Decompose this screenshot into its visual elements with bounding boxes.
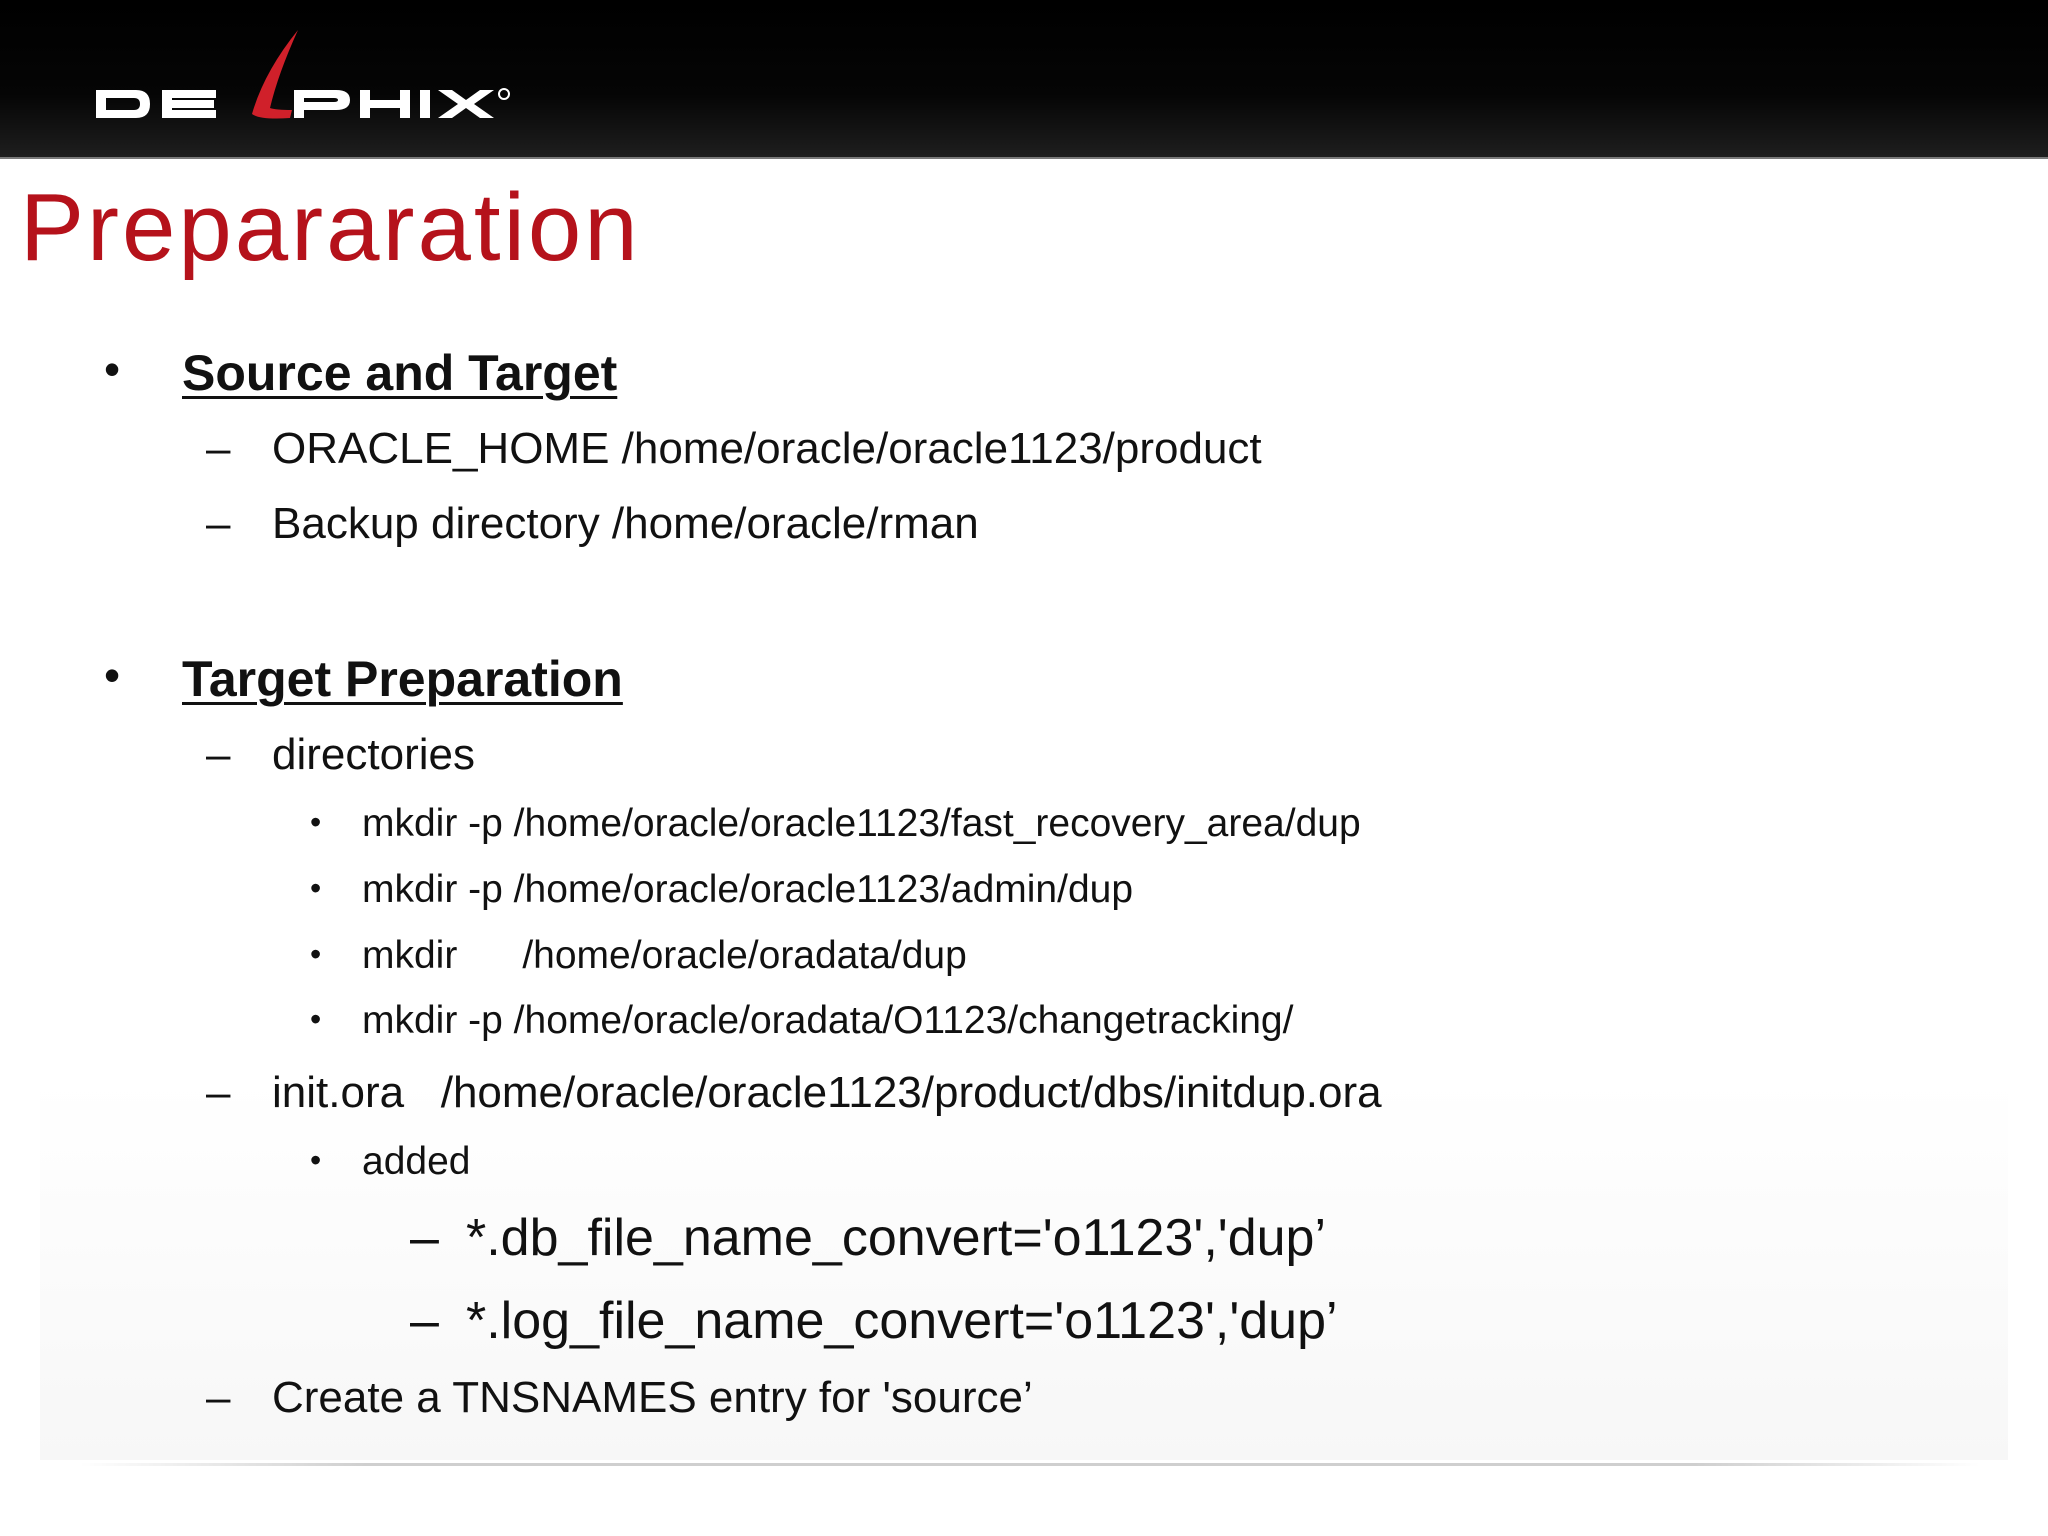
logo-graphic bbox=[92, 28, 522, 136]
list-subitem: mkdir -p /home/oracle/oracle1123/fast_recovery_area/dup bbox=[362, 802, 1361, 845]
bullet-marker: • bbox=[310, 936, 322, 972]
delphix-logo bbox=[92, 28, 522, 136]
section-heading-source-target: Source and Target bbox=[182, 345, 618, 401]
header-divider bbox=[0, 157, 2048, 159]
list-item: init.ora /home/oracle/oracle1123/product/dbs/initdup.ora bbox=[272, 1068, 1382, 1117]
slide-title: Prepararation bbox=[20, 174, 641, 281]
list-subitem: mkdir -p /home/oracle/oracle1123/admin/dup bbox=[362, 868, 1134, 911]
list-item: Backup directory /home/oracle/rman bbox=[272, 499, 979, 548]
list-subitem: mkdir -p /home/oracle/oradata/O1123/changetracking/ bbox=[362, 999, 1294, 1042]
dash-marker: – bbox=[206, 1373, 231, 1422]
footer-divider bbox=[80, 1463, 1980, 1466]
dash-marker: – bbox=[206, 730, 231, 779]
bullet-marker: • bbox=[310, 1142, 322, 1178]
dash-marker: – bbox=[410, 1209, 439, 1267]
list-item: ORACLE_HOME /home/oracle/oracle1123/product bbox=[272, 424, 1262, 473]
list-subsubitem: *.log_file_name_convert='o1123','dup’ bbox=[466, 1292, 1338, 1350]
list-subsubitem: *.db_file_name_convert='o1123','dup’ bbox=[466, 1209, 1327, 1267]
bullet-marker: • bbox=[310, 870, 322, 906]
bullet-marker: • bbox=[310, 804, 322, 840]
bullet-marker: • bbox=[310, 1001, 322, 1037]
dash-marker: – bbox=[206, 499, 231, 548]
list-subitem: added bbox=[362, 1140, 471, 1183]
bullet-marker: • bbox=[104, 649, 121, 701]
dash-marker: – bbox=[206, 1068, 231, 1117]
list-subitem: mkdir /home/oracle/oradata/dup bbox=[362, 934, 967, 977]
dash-marker: – bbox=[206, 424, 231, 473]
list-item: directories bbox=[272, 730, 475, 779]
dash-marker: – bbox=[410, 1292, 439, 1350]
list-item: Create a TNSNAMES entry for 'source’ bbox=[272, 1373, 1033, 1422]
section-heading-target-preparation: Target Preparation bbox=[182, 651, 623, 707]
bullet-marker: • bbox=[104, 343, 121, 395]
